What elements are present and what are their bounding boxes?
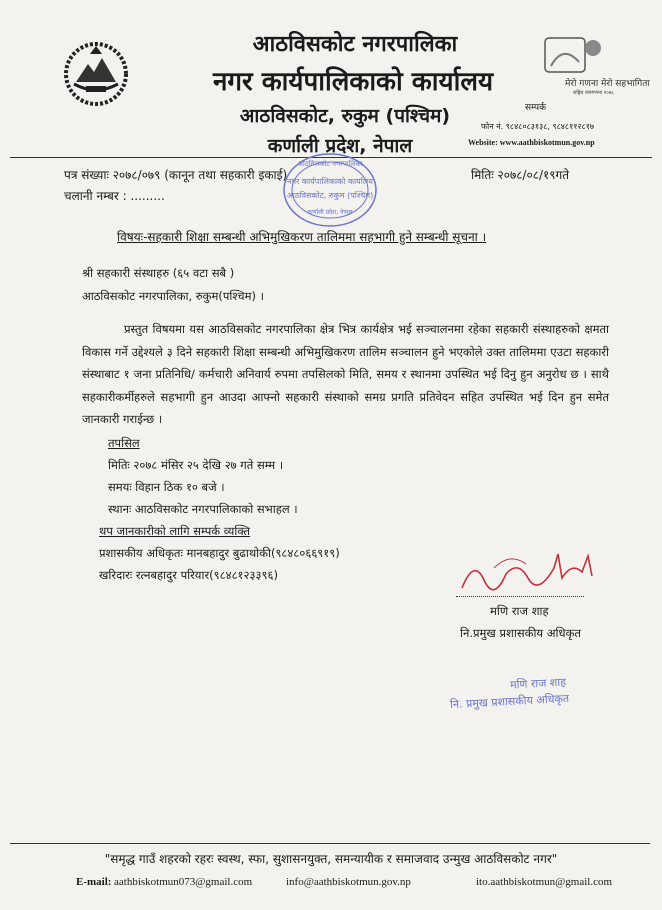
office-seal-stamp bbox=[280, 150, 380, 230]
letter-date: मितिः २०७८/०८/१९गते bbox=[471, 168, 570, 182]
signatory-title: नि.प्रमुख प्रशासकीय अधिकृत bbox=[460, 626, 581, 640]
signatory-name: मणि राज शाह bbox=[490, 604, 549, 618]
campaign-logo-text: मेरो गणना मेरो सहभागिता bbox=[565, 79, 650, 89]
contact-label: सम्पर्क bbox=[525, 103, 546, 113]
footer-slogan: "समृद्ध गाउँ शहरको रहरः स्वस्थ, स्फा, सुशासनयुक्त, समन्यायीक र समाजवाद उन्मुख आठविसकोट नगर" bbox=[104, 852, 558, 866]
footer-email-2[interactable]: info@aathbiskotmun.gov.np bbox=[286, 876, 411, 888]
footer-email-3[interactable]: ito.aathbiskotmun@gmail.com bbox=[476, 876, 613, 888]
details-heading: तपसिल bbox=[108, 436, 140, 450]
recipient-line-1: श्री सहकारी संस्थाहरु (६५ वटा सबै ) bbox=[82, 266, 235, 280]
footer-divider bbox=[10, 843, 650, 844]
contact-procurement: खरिदारः रत्नबहादुर परियार(९८४८१२३३९६) bbox=[99, 568, 278, 582]
nepal-government-emblem bbox=[60, 38, 132, 110]
details-date: मितिः २०७८ मंसिर २५ देखि २७ गते सम्म । bbox=[108, 458, 284, 472]
campaign-logo-subtext: राष्ट्रिय जनगणना २०७८ bbox=[573, 90, 615, 96]
details-time: समयः विहान ठिक १० बजे । bbox=[108, 480, 225, 494]
signature-line bbox=[456, 596, 584, 597]
office-address: आठविसकोट, रुकुम (पश्चिम) bbox=[239, 105, 451, 127]
handwritten-signature bbox=[454, 548, 604, 598]
seal-place-text: आठविसकोट, रुकुम (पश्चिम) bbox=[286, 191, 374, 200]
dispatch-number: चलानी नम्बर : ......... bbox=[64, 189, 165, 203]
recipient-line-2: आठविसकोट नगरपालिका, रुकुम(पश्चिम) । bbox=[82, 289, 264, 303]
contacts-heading: थप जानकारीको लागि सम्पर्क व्यक्ति bbox=[99, 524, 251, 538]
seal-province-text: कर्णाली प्रदेश, नेपाल bbox=[307, 209, 353, 216]
province-name: कर्णाली प्रदेश, नेपाल bbox=[267, 135, 413, 157]
office-name: नगर कार्यपालिकाको कार्यालय bbox=[212, 67, 494, 97]
contact-website: Website: www.aathbiskotmun.gov.np bbox=[468, 138, 595, 147]
municipality-name: आठविसकोट नगरपालिका bbox=[252, 32, 458, 57]
footer-email-label: E-mail: bbox=[76, 876, 112, 888]
body-paragraph: प्रस्तुत विषयमा यस आठविसकोट नगरपालिका क्षेत्र भित्र कार्यक्षेत्र भई सञ्चालनमा रहेका सहकारी संस्थाहरुको क्षमता विकास गर्ने उद्देश्यले ३ दिने सहकारी शिक्षा सम्बन्धी अभिमुखिकरण तालिम सञ्चालन हुने भएकोले उक्त तालिममा एउटा सहकारी संस्थाबाट १ जना प्रतिनिधि/ कर्मचारी अनिवार्य रुपमा तपसिलको मिति, समय र स्थानमा उपस्थित भई दिनु हुन अनुरोध छ । साथै सहकारीकर्मीहरुले सहभागी हुन आउदा आफ्नो सहकारी संस्थाको समग्र प्रगति प्रतिवेदन सहित उपस्थित भई दिन हुन समेत जानकारी गराईन्छ । bbox=[82, 322, 609, 426]
name-stamp-name: मणि राज शाह bbox=[509, 675, 567, 692]
details-venue: स्थानः आठविसकोट नगरपालिकाको सभाहल । bbox=[108, 502, 298, 516]
contact-phone: फोन नं. ९८४८०८३१३८, ९८४८११२८१७ bbox=[481, 122, 595, 131]
letter-subject: विषयः-सहकारी शिक्षा सम्बन्धी अभिमुखिकरण तालिममा सहभागी हुने सम्बन्धी सूचना । bbox=[117, 230, 487, 244]
name-stamp-title: नि. प्रमुख प्रशासकीय अधिकृत bbox=[449, 691, 570, 712]
seal-inner-text: नगर कार्यपालिकाको कार्यालय bbox=[287, 177, 373, 186]
reference-number: पत्र संख्याः २०७८/०७९ (कानून तथा सहकारी इकाई) bbox=[64, 168, 288, 182]
seal-outer-text: आठविसकोट नगरपालिका bbox=[297, 160, 363, 168]
contact-admin-officer: प्रशासकीय अधिकृतः मानबहादुर बुढाथोकी(९८४८०६६९१९) bbox=[99, 546, 340, 560]
footer-email-1[interactable]: aathbiskotmun073@gmail.com bbox=[114, 876, 253, 888]
